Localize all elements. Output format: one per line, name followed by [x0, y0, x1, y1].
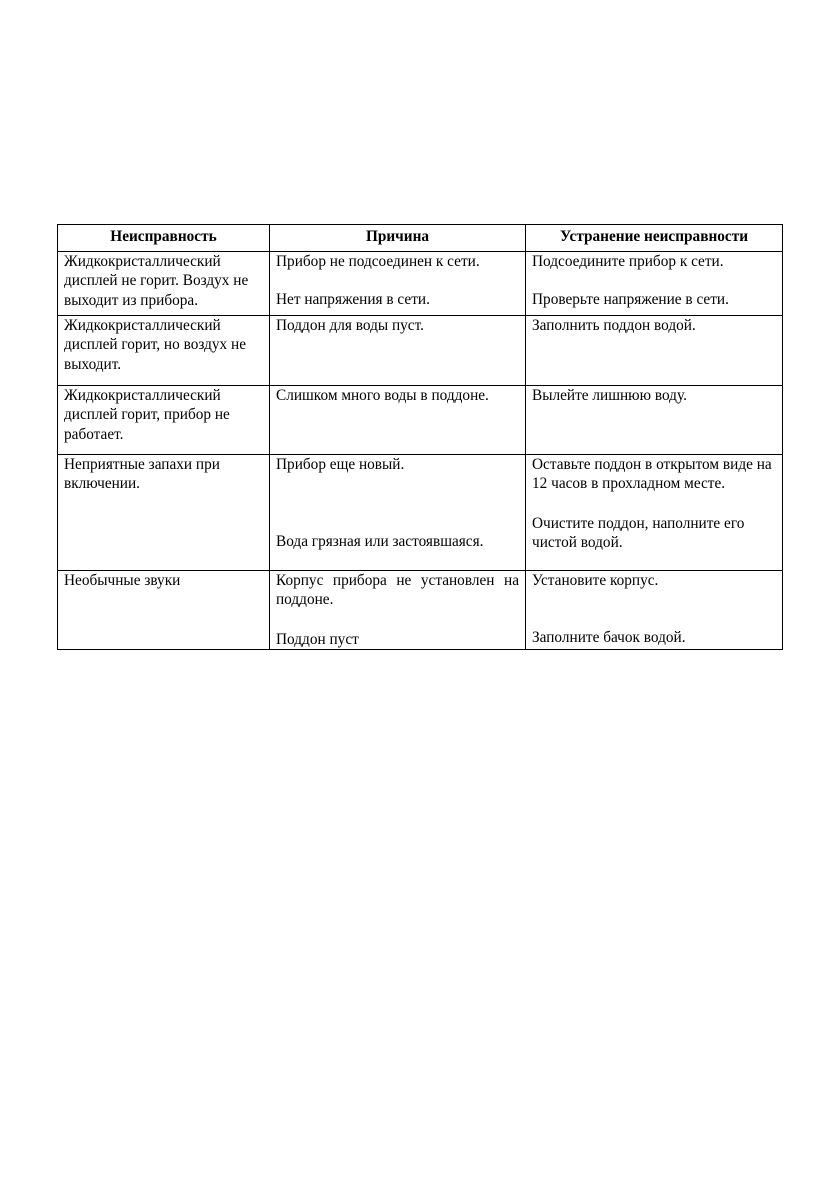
troubleshooting-table — [57, 224, 783, 650]
fault-cell — [58, 316, 270, 386]
remedy-cell — [526, 571, 783, 650]
cause-cell — [270, 455, 526, 571]
remedy-text: Проверьте напряжение в сети. — [532, 291, 729, 309]
table-row — [58, 455, 783, 571]
cause-text: Слишком много воды в поддоне. — [276, 387, 489, 404]
fault-cell — [58, 455, 270, 571]
cause-text: Нет напряжения в сети. — [276, 291, 430, 309]
cause-text: Прибор еще новый. — [276, 456, 405, 473]
remedy-cell — [526, 316, 783, 386]
remedy-text: Заполнить поддон водой. — [532, 317, 696, 334]
remedy-text: Установите корпус. — [532, 572, 659, 589]
fault-text: Необычные звуки — [64, 572, 181, 589]
remedy-cell — [526, 455, 783, 571]
remedy-text: Вылейте лишнюю воду. — [532, 387, 687, 404]
remedy-cell — [526, 386, 783, 455]
remedy-text: Подсоедините прибор к сети. — [532, 253, 724, 270]
table-row — [58, 386, 783, 455]
remedy-text: Очистите поддон, наполните его чистой водой. — [532, 514, 745, 551]
table-row — [58, 316, 783, 386]
cause-text: Прибор не подсоединен к сети. — [276, 253, 480, 270]
table-row — [58, 571, 783, 650]
fault-cell — [58, 571, 270, 650]
cause-text: Поддон пуст — [276, 630, 359, 648]
fault-text: Жидкокристаллический дисплей горит, прибор не работает. — [64, 387, 230, 443]
remedy-text: Оставьте поддон в открытом виде на 12 часов в прохладном месте. — [532, 456, 772, 493]
remedy-text: Заполните бачок водой. — [532, 629, 686, 647]
fault-cell — [58, 252, 270, 316]
cause-text: Корпус прибора не установлен на поддоне. — [276, 572, 519, 609]
cause-cell — [270, 386, 526, 455]
table-row — [58, 252, 783, 316]
fault-text: Неприятные запахи при включении. — [64, 456, 220, 493]
cause-text: Поддон для воды пуст. — [276, 317, 424, 334]
cause-cell — [270, 571, 526, 650]
header-cause: Причина — [270, 225, 526, 252]
fault-text: Жидкокристаллический дисплей не горит. Воздух не выходит из прибора. — [64, 253, 249, 309]
cause-cell — [270, 316, 526, 386]
header-remedy: Устранение неисправности — [526, 225, 783, 252]
cause-text: Вода грязная или застоявшаяся. — [276, 533, 484, 551]
cause-cell — [270, 252, 526, 316]
remedy-cell — [526, 252, 783, 316]
header-fault: Неисправность — [58, 225, 270, 252]
table-header-row — [58, 225, 783, 252]
fault-cell — [58, 386, 270, 455]
fault-text: Жидкокристаллический дисплей горит, но воздух не выходит. — [64, 317, 247, 373]
